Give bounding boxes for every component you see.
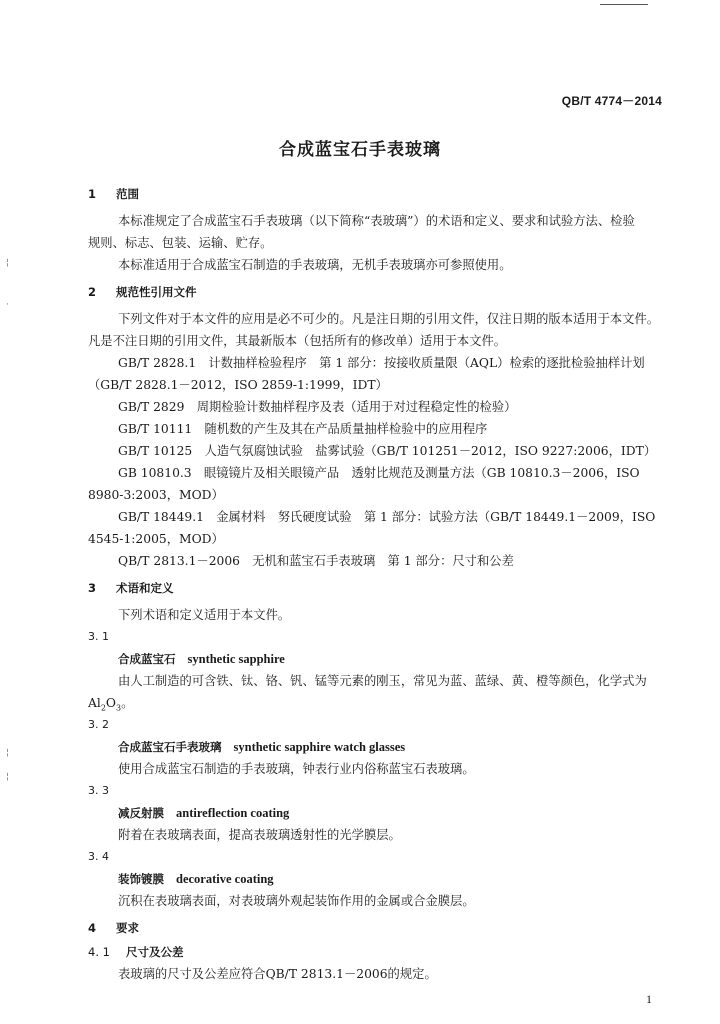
s3-intro: 下列术语和定义适用于本文件。 bbox=[118, 608, 291, 622]
s2-para1-line1: 下列文件对于本文件的应用是必不可少的。凡是注日期的引用文件，仅注日期的版本适用于本文件。 bbox=[118, 312, 660, 326]
ref-gbt-18449-line1: GB/T 18449.1 金属材料 努氏硬度试验 第 1 部分：试验方法（GB/T 18449.1－2009，ISO bbox=[118, 510, 656, 524]
term-3-4-def: 沉积在表玻璃表面，对表玻璃外观起装饰作用的金属或合金膜层。 bbox=[118, 894, 475, 908]
ref-gb-10810-line2: 8980-3:2003，MOD） bbox=[88, 488, 224, 502]
scan-mark: ¦ bbox=[6, 258, 10, 268]
term-3-2-def: 使用合成蓝宝石制造的手表玻璃，钟表行业内俗称蓝宝石表玻璃。 bbox=[118, 762, 475, 776]
scan-mark: ¦ bbox=[6, 772, 10, 782]
ref-gbt-10111: GB/T 10111 随机数的产生及其在产品质量抽样检验中的应用程序 bbox=[118, 422, 488, 436]
top-rule bbox=[600, 4, 648, 5]
ref-qbt-2813: QB/T 2813.1－2006 无机和蓝宝石手表玻璃 第 1 部分：尺寸和公差 bbox=[118, 554, 514, 568]
ref-gbt-2828-line1: GB/T 2828.1 计数抽样检验程序 第 1 部分：按接收质量限（AQL）检索的逐批检验抽样计划 bbox=[118, 356, 645, 370]
term-3-1-title: 合成蓝宝石 synthetic sapphire bbox=[118, 652, 285, 666]
term-3-1-formula: $Al_2O_3$。 bbox=[88, 696, 134, 713]
ref-gbt-18449-line2: 4545-1:2005，MOD） bbox=[88, 532, 224, 546]
ref-gbt-10125: GB/T 10125 人造气氛腐蚀试验 盐雾试验（GB/T 101251－2012，ISO 9227:2006，IDT） bbox=[118, 444, 657, 458]
term-3-3-title: 减反射膜 antireflection coating bbox=[118, 806, 290, 820]
section-1-heading: 1 范围 bbox=[88, 187, 139, 201]
term-3-1-number: 3. 1 bbox=[88, 630, 109, 643]
ref-gbt-2829: GB/T 2829 周期检验计数抽样程序及表（适用于对过程稳定性的检验） bbox=[118, 400, 517, 414]
term-3-2-number: 3. 2 bbox=[88, 718, 109, 731]
term-3-4-title: 装饰镀膜 decorative coating bbox=[118, 872, 274, 886]
section-4-heading: 4 要求 bbox=[88, 921, 139, 935]
scan-mark: · bbox=[6, 300, 9, 310]
term-3-3-def: 附着在表玻璃表面，提高表玻璃透射性的光学膜层。 bbox=[118, 828, 401, 842]
s2-para1-line2: 凡是不注日期的引用文件，其最新版本（包括所有的修改单）适用于本文件。 bbox=[88, 334, 507, 348]
term-3-2-title: 合成蓝宝石手表玻璃 synthetic sapphire watch glasses bbox=[118, 740, 406, 754]
section-2-heading: 2 规范性引用文件 bbox=[88, 285, 197, 299]
subsection-4-1-heading: 4. 1 尺寸及公差 bbox=[88, 945, 184, 959]
term-3-3-number: 3. 3 bbox=[88, 784, 109, 797]
ref-gbt-2828-line2: （GB/T 2828.1－2012，ISO 2859-1:1999，IDT） bbox=[88, 378, 388, 392]
s1-para1-line2: 规则、标志、包装、运输、贮存。 bbox=[88, 236, 273, 250]
s1-para1-line1: 本标准规定了合成蓝宝石手表玻璃（以下简称“表玻璃”）的术语和定义、要求和试验方法、检验 bbox=[118, 214, 635, 228]
s1-para2: 本标准适用于合成蓝宝石制造的手表玻璃，无机手表玻璃亦可参照使用。 bbox=[118, 258, 512, 272]
s4-1-text: 表玻璃的尺寸及公差应符合QB/T 2813.1－2006的规定。 bbox=[118, 967, 437, 981]
ref-gb-10810-line1: GB 10810.3 眼镜镜片及相关眼镜产品 透射比规范及测量方法（GB 10810.3－2006，ISO bbox=[118, 466, 640, 480]
scan-mark: ¦ bbox=[6, 748, 10, 758]
term-3-1-def-line1: 由人工制造的可含铁、钛、铬、钒、锰等元素的刚玉，常见为蓝、蓝绿、黄、橙等颜色，化学式为 bbox=[118, 674, 647, 688]
section-3-heading: 3 术语和定义 bbox=[88, 581, 174, 595]
page-number: 1 bbox=[646, 992, 652, 1006]
term-3-4-number: 3. 4 bbox=[88, 850, 109, 863]
standard-code: QB/T 4774－2014 bbox=[561, 94, 662, 108]
document-title: 合成蓝宝石手表玻璃 bbox=[279, 140, 441, 160]
